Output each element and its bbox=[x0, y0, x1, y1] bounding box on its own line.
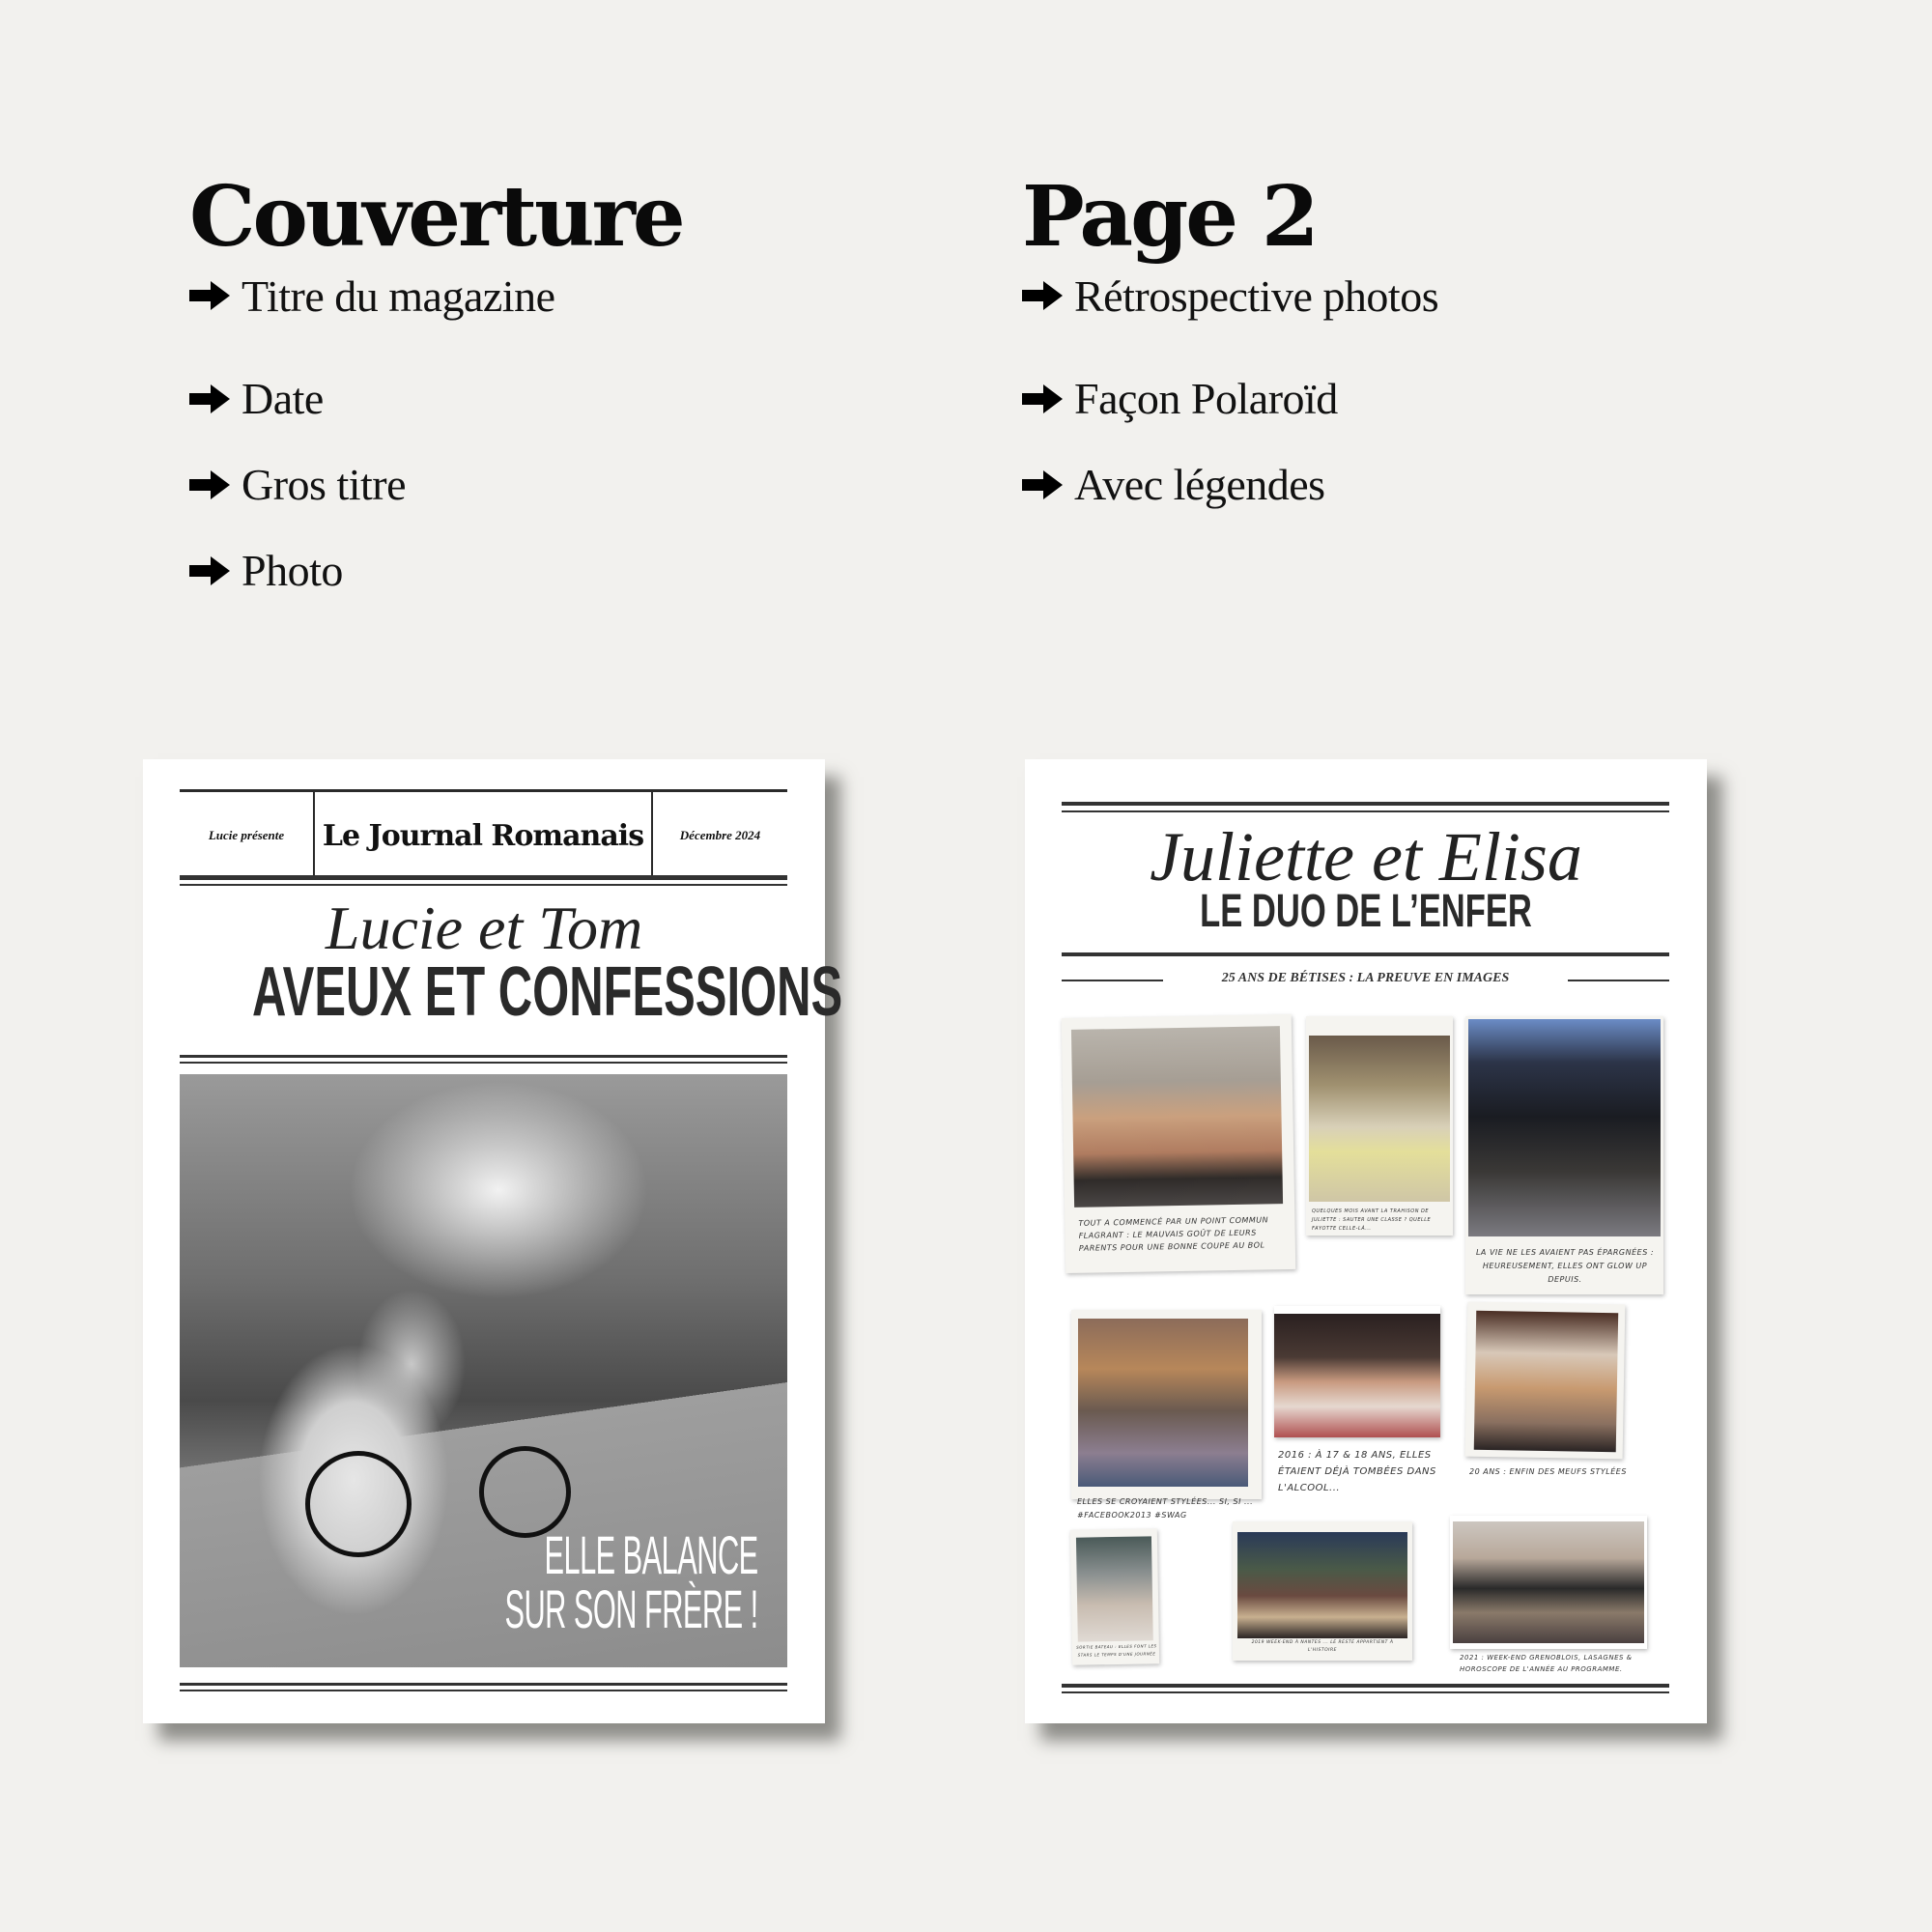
polaroid-photo bbox=[1306, 1016, 1453, 1236]
divider bbox=[1062, 802, 1669, 806]
page2-subtitle: 25 ANS DE BÉTISES : LA PREUVE EN IMAGES bbox=[1221, 971, 1510, 985]
feature-item: Photo bbox=[189, 527, 683, 613]
photo-party bbox=[1474, 1311, 1618, 1453]
divider bbox=[1062, 1691, 1669, 1693]
page2-headline: LE DUO DE L’ENFER bbox=[1200, 886, 1532, 937]
right-arrow-icon bbox=[1022, 384, 1063, 413]
right-arrow-icon bbox=[189, 384, 230, 413]
polaroid-photo bbox=[1450, 1516, 1647, 1649]
right-arrow-icon bbox=[1022, 470, 1063, 499]
photo-caption: SORTIE BATEAU : ELLES FONT LES STARS LE TEMPS D'UNE JOURNÉE bbox=[1076, 1643, 1157, 1658]
feature-item: Façon Polaroïd bbox=[1022, 355, 1438, 441]
section-title-page2: Page 2 bbox=[1022, 168, 1317, 266]
feature-item: Titre du magazine bbox=[189, 270, 683, 321]
right-arrow-icon bbox=[189, 470, 230, 499]
polaroid-photo bbox=[1465, 1302, 1626, 1460]
photo-caption: TOUT A COMMENCÉ PAR UN POINT COMMUN FLAGRANT : LE MAUVAIS GOÛT DE LEURS PARENTS POUR UNE BONNE COUPE AU BOL bbox=[1078, 1215, 1269, 1253]
cover-headline: AVEUX ET CONFESSIONS bbox=[251, 953, 843, 1031]
feature-item: Gros titre bbox=[189, 441, 683, 527]
polaroid-photo bbox=[1465, 1016, 1663, 1294]
polaroid-photo bbox=[1274, 1306, 1440, 1437]
divider bbox=[180, 884, 787, 886]
photo-night bbox=[1468, 1019, 1661, 1236]
divider bbox=[1062, 1684, 1669, 1688]
photo-caption: LA VIE NE LES AVAIENT PAS ÉPARGNÉES : HEUREUSEMENT, ELLES ONT GLOW UP DEPUIS. bbox=[1475, 1248, 1655, 1284]
page2-preview bbox=[1025, 759, 1707, 1723]
polaroid-photo bbox=[1071, 1310, 1262, 1499]
photo-kitchen bbox=[1453, 1521, 1644, 1643]
polaroid-photo bbox=[1062, 1014, 1296, 1273]
cover-page-preview bbox=[143, 759, 843, 1723]
photo-caption: QUELQUES MOIS AVANT LA TRAHISON DE JULIETTE : SAUTER UNE CLASSE ? QUELLE FAYOTTE CELLE-LÀ... bbox=[1312, 1208, 1432, 1232]
cover-description bbox=[189, 164, 683, 613]
page2-script-title: Juliette et Elisa bbox=[1150, 818, 1582, 895]
divider bbox=[1062, 952, 1669, 956]
section-title-cover: Couverture bbox=[189, 168, 683, 266]
masthead bbox=[180, 789, 787, 876]
photo-caption: 20 ANS : ENFIN DES MEUFS STYLÉES bbox=[1469, 1467, 1627, 1476]
photo-overlay-text: ELLE BALANCE SUR SON FRÈRE ! bbox=[504, 1524, 758, 1639]
photo-boat bbox=[1076, 1536, 1153, 1641]
issue-date: Décembre 2024 bbox=[679, 828, 761, 842]
divider bbox=[1568, 980, 1669, 981]
feature-item: Avec légendes bbox=[1022, 441, 1438, 527]
feature-item: Rétrospective photos bbox=[1022, 270, 1438, 321]
divider bbox=[180, 1690, 787, 1691]
polaroid-photo bbox=[1233, 1521, 1412, 1661]
page2-feature-list bbox=[1022, 270, 1438, 527]
photo-caption: 2016 : À 17 & 18 ANS, ELLES ÉTAIENT DÉJÀ TOMBÉES DANS L'ALCOOL... bbox=[1278, 1450, 1436, 1493]
photo-bathtub bbox=[1071, 1026, 1283, 1208]
photo-caption: 2019 WEEK-END À NANTES ... LE RESTE APPARTIENT À L'HISTOIRE bbox=[1251, 1640, 1394, 1653]
divider bbox=[180, 1683, 787, 1686]
photo-autumn bbox=[1078, 1319, 1248, 1487]
bike-wheel bbox=[305, 1451, 412, 1557]
divider bbox=[1062, 980, 1163, 981]
divider bbox=[1062, 810, 1669, 812]
divider bbox=[180, 1062, 787, 1064]
divider bbox=[180, 1055, 787, 1058]
polaroid-photo bbox=[1070, 1528, 1159, 1665]
presenter-label: Lucie présente bbox=[208, 828, 285, 842]
divider bbox=[180, 875, 787, 880]
photo-nantes bbox=[1237, 1532, 1407, 1638]
photo-children bbox=[1309, 1036, 1450, 1202]
photo-caption: 2021 : WEEK-END GRENOBLOIS, LASAGNES & HOROSCOPE DE L'ANNÉE AU PROGRAMME. bbox=[1460, 1654, 1633, 1673]
photo-caption: ELLES SE CROYAIENT STYLÉES... SI, SI ... #FACEBOOK2013 #SWAG bbox=[1077, 1497, 1254, 1520]
right-arrow-icon bbox=[189, 281, 230, 310]
photo-birthday bbox=[1274, 1314, 1440, 1437]
cover-photo bbox=[180, 1074, 787, 1667]
page2-description bbox=[1022, 164, 1438, 527]
magazine-title: Le Journal Romanais bbox=[313, 792, 653, 879]
right-arrow-icon bbox=[1022, 281, 1063, 310]
cover-script-title: Lucie et Tom bbox=[325, 894, 643, 962]
cover-feature-list bbox=[189, 270, 683, 613]
feature-item: Date bbox=[189, 355, 683, 441]
right-arrow-icon bbox=[189, 556, 230, 585]
